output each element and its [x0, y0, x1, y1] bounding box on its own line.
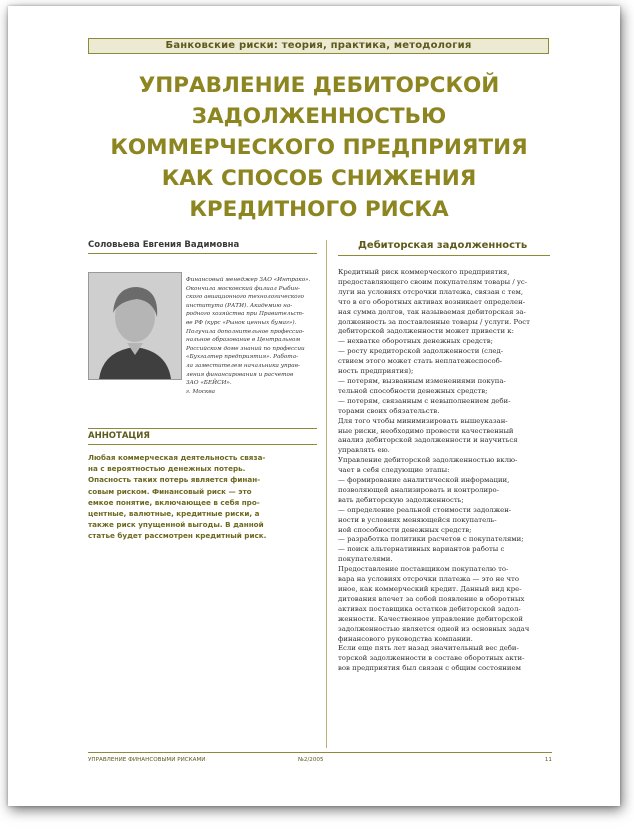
body-line: Предоставление поставщиком покупателю то-: [338, 565, 509, 574]
title-line: КОММЕРЧЕСКОГО ПРЕДПРИЯТИЯ: [110, 135, 528, 160]
body-line: торами своих обязательств.: [338, 406, 440, 415]
body-line: луги на условиях отсрочки платежа, связан с тем,: [338, 287, 524, 296]
annotation-line: совым риском. Финансовый риск — это: [88, 486, 252, 496]
body-line: управлять ею.: [338, 446, 390, 455]
body-line: покупателями.: [338, 555, 393, 564]
column-divider: [326, 240, 327, 748]
body-line: — определение реальной стоимости задолжен-: [338, 505, 512, 514]
annotation-line: на с вероятностью денежных потерь.: [88, 464, 246, 474]
article-title: [48, 70, 590, 225]
footer-page-number: 11: [544, 757, 552, 763]
footer-issue: №2/2005: [298, 757, 324, 763]
body-line: вара на условиях отсрочки платежа — это не что: [338, 575, 520, 584]
body-line: долженность за поставленные товары / услуги. Рост: [338, 317, 530, 326]
body-line: ные риски, необходимо провести качественный: [338, 426, 514, 435]
page-footer: [88, 752, 552, 766]
annotation-text: [88, 452, 317, 542]
body-line: торской задолженности в составе оборотных акти-: [338, 654, 525, 663]
body-line: дебиторской задолженности может привести к:: [338, 327, 514, 336]
body-line: — нехватке оборотных денежных средств;: [338, 337, 493, 346]
annotation-line: центные, валютные, кредитные риски, а: [88, 509, 260, 519]
bio-line: Российском доме знаний по профессии: [186, 345, 305, 352]
title-line: УПРАВЛЕНИЕ ДЕБИТОРСКОЙ: [138, 73, 500, 98]
title-line: КРЕДИТНОГО РИСКА: [189, 197, 449, 222]
body-line: ствием этого может стать неплатежеспособ-: [338, 357, 503, 366]
body-line: чает в себя следующие этапы:: [338, 466, 450, 475]
body-line: — потерям, связанным с невыполнением деби-: [338, 396, 511, 405]
body-line: женности. Качественное управление дебиторской: [338, 614, 523, 623]
author-photo: [88, 272, 182, 380]
body-line: вов предприятия был связан с общим состоянием: [338, 664, 521, 673]
body-line: активах поставщика остатков дебиторской задол-: [338, 604, 521, 613]
body-line: — разработка политики расчетов с покупателями;: [338, 535, 524, 544]
bio-line: Получила дополнительное профессио-: [186, 328, 305, 335]
body-line: Управление дебиторской задолженностью вклю-: [338, 456, 518, 465]
bio-line: ве РФ (курс «Рынок ценных бумаг»).: [186, 319, 297, 326]
right-column: [338, 240, 550, 256]
body-line: предоставляющего своим покупателям товары / ус-: [338, 277, 528, 286]
body-text: [338, 268, 552, 674]
body-line: что в его оборотных активах возникает определен-: [338, 297, 526, 306]
annotation-heading: АННОТАЦИЯ: [88, 428, 317, 445]
title-line: ЗАДОЛЖЕННОСТЬЮ: [191, 104, 447, 129]
body-line: иное, как коммерческий кредит. Данный вид кре-: [338, 585, 522, 593]
author-bio: [186, 276, 319, 396]
body-line: — поиск альтернативных вариантов работы с: [338, 545, 505, 554]
bio-line: ла заместителем начальника управ-: [186, 362, 300, 369]
annotation-line: емкое понятие, включающее в себя про-: [88, 497, 260, 507]
bio-line: ления финансирования и расчетов: [186, 371, 294, 378]
body-line: Если еще пять лет назад значительный вес деби-: [338, 644, 519, 653]
body-line: дитования влечет за собой появление в оборотных: [338, 594, 525, 603]
body-line: — потерям, вызванным изменениями покупа-: [338, 376, 506, 385]
magazine-page: [8, 6, 620, 806]
body-line: Для того чтобы минимизировать вышеуказан-: [338, 416, 508, 425]
section-heading: Дебиторская задолженность: [338, 240, 550, 256]
body-line: — росту кредиторской задолженности (след-: [338, 347, 504, 356]
body-line: вать дебиторскую задолженность;: [338, 495, 464, 504]
bio-line: «Бухгалтер предприятия». Работа-: [186, 354, 299, 361]
body-line: задолженностью является одной из основных задач: [338, 624, 530, 633]
body-line: — формирование аналитической информации,: [338, 476, 510, 485]
bio-line: г. Москва: [186, 388, 216, 395]
bio-line: института (РАТИ). Академию на-: [186, 302, 293, 309]
annotation-line: Любая коммерческая деятельность связа-: [88, 453, 266, 462]
bio-line: родного хозяйства при Правительст-: [186, 311, 304, 318]
body-line: тельной способности денежных средств;: [338, 386, 488, 395]
body-line: ная сумма долгов, так называемая дебиторская за-: [338, 307, 526, 316]
title-line: КАК СПОСОБ СНИЖЕНИЯ: [161, 166, 477, 191]
annotation-line: также риск упущенной выгоды. В данной: [88, 520, 264, 530]
body-line: ность предприятия);: [338, 367, 414, 376]
body-line: Кредитный риск коммерческого предприятия,: [338, 268, 510, 276]
body-line: позволяющей анализировать и контролиро-: [338, 485, 500, 494]
header-bar: Банковские риски: теория, практика, методология: [88, 38, 549, 54]
body-line: анализ дебиторской задолженности и научиться: [338, 436, 518, 445]
body-line: финансового руководства компании.: [338, 634, 473, 643]
annotation-line: Опасность таких потерь является финан-: [88, 475, 261, 485]
annotation-line: статье будет рассмотрен кредитный риск.: [88, 531, 267, 541]
body-line: ности в условиях меняющейся покупатель-: [338, 515, 497, 524]
left-column: [88, 240, 317, 254]
bio-line: Финансовый менеджер ЗАО «Интрако».: [186, 277, 311, 283]
bio-line: ского авиационного технологического: [186, 294, 304, 301]
footer-journal: УПРАВЛЕНИЕ ФИНАНСОВЫМИ РИСКАМИ: [88, 757, 206, 763]
bio-line: Окончила московский филиал Рыбин-: [186, 285, 300, 292]
author-name: Соловьева Евгения Вадимовна: [88, 240, 317, 254]
bio-line: ЗАО «БЕЙСИ».: [186, 380, 232, 387]
bio-line: нальное образование в Центральном: [186, 337, 301, 344]
body-line: ной способности денежных средств;: [338, 525, 472, 534]
